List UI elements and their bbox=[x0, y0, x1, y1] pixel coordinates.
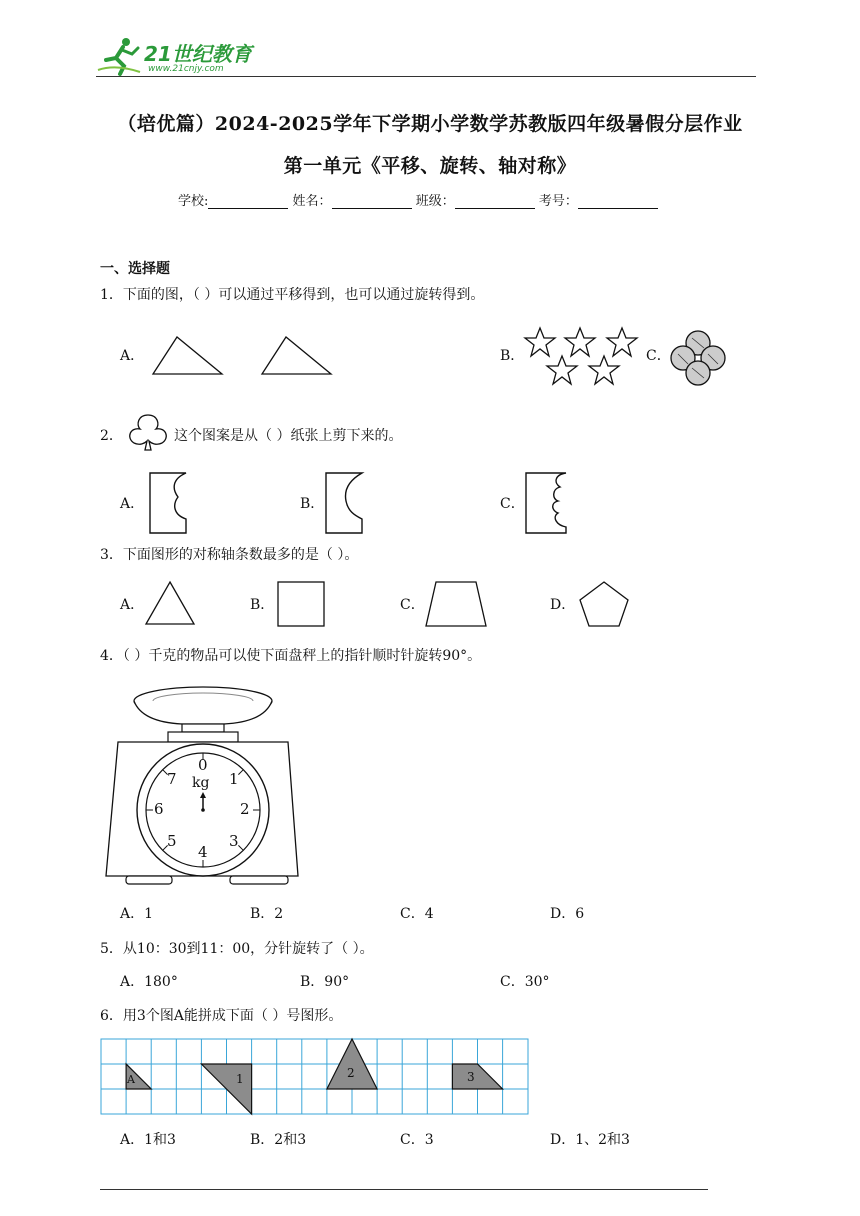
q3-option-d[interactable]: D． bbox=[550, 597, 576, 613]
section-title: 一、选择题 bbox=[100, 261, 170, 277]
q6-option-d[interactable]: D．1、2和3 bbox=[550, 1132, 630, 1148]
logo-name: 21世纪教育 bbox=[144, 42, 252, 66]
question-3: 3．下面图形的对称轴条数最多的是（ ）。 bbox=[100, 547, 359, 563]
dial-label-4: 4 bbox=[198, 843, 208, 861]
q1-option-c[interactable]: C． bbox=[646, 348, 671, 364]
club-cutout-icon bbox=[122, 412, 174, 458]
q6-option-a[interactable]: A．1和3 bbox=[120, 1132, 176, 1148]
q3-triangle bbox=[144, 580, 196, 626]
q3-option-a[interactable]: A． bbox=[120, 597, 145, 613]
q2-paper-c bbox=[524, 471, 570, 535]
scale-unit: kg bbox=[192, 775, 210, 791]
q3-pentagon bbox=[578, 580, 630, 628]
page-title: （培优篇）2024-2025学年下学期小学数学苏教版四年级暑假分层作业 bbox=[117, 113, 743, 135]
q1-triangle-pair bbox=[150, 332, 350, 382]
school-field[interactable] bbox=[208, 194, 288, 209]
question-4: 4．（ ）千克的物品可以使下面盘秤上的指针顺时针旋转90°。 bbox=[100, 648, 482, 664]
question-2: 这个图案是从（ ）纸张上剪下来的。 bbox=[174, 428, 403, 444]
student-info bbox=[178, 190, 658, 209]
dial-label-0: 0 bbox=[198, 756, 208, 774]
q1-stars bbox=[522, 326, 642, 386]
header-rule bbox=[96, 76, 756, 77]
q3-option-b[interactable]: B． bbox=[250, 597, 275, 613]
dial-label-6: 6 bbox=[154, 800, 164, 818]
four-leaf-clover-icon bbox=[668, 328, 728, 388]
dial-label-3: 3 bbox=[229, 832, 239, 850]
dial-label-1: 1 bbox=[229, 770, 239, 788]
runner-icon bbox=[96, 36, 142, 76]
grid-label-3: 3 bbox=[467, 1070, 475, 1084]
q1-option-a[interactable]: A． bbox=[120, 348, 145, 364]
exam-no-field[interactable] bbox=[578, 194, 658, 209]
page-subtitle: 第一单元《平移、旋转、轴对称》 bbox=[283, 155, 577, 177]
q2-option-b[interactable]: B． bbox=[300, 496, 325, 512]
question-5: 5．从10：30到11：00，分针旋转了（ ）。 bbox=[100, 941, 374, 957]
q1-option-b[interactable]: B． bbox=[500, 348, 525, 364]
q2-option-a[interactable]: A． bbox=[120, 496, 145, 512]
q5-option-a[interactable]: A．180° bbox=[120, 974, 178, 990]
grid-label-a: A bbox=[127, 1073, 135, 1086]
q3-trapezoid bbox=[424, 580, 488, 628]
class-field[interactable] bbox=[455, 194, 535, 209]
q4-option-a[interactable]: A．1 bbox=[120, 906, 154, 922]
school-label: 学校: bbox=[178, 194, 209, 209]
q6-option-c[interactable]: C．3 bbox=[400, 1132, 434, 1148]
q3-option-c[interactable]: C． bbox=[400, 597, 425, 613]
class-label: 班级： bbox=[415, 194, 455, 209]
exam-no-label: 考号： bbox=[538, 194, 578, 209]
footer-rule bbox=[100, 1189, 708, 1190]
q5-option-c[interactable]: C．30° bbox=[500, 974, 550, 990]
name-field[interactable] bbox=[332, 194, 412, 209]
logo-url: www.21cnjy.com bbox=[148, 64, 224, 74]
dial-label-7: 7 bbox=[167, 770, 177, 788]
q4-option-c[interactable]: C．4 bbox=[400, 906, 434, 922]
q4-option-d[interactable]: D．6 bbox=[550, 906, 585, 922]
q2-paper-a bbox=[148, 471, 190, 535]
dial-label-2: 2 bbox=[240, 800, 250, 818]
logo bbox=[96, 36, 266, 78]
q5-option-b[interactable]: B．90° bbox=[300, 974, 350, 990]
dial-label-5: 5 bbox=[167, 832, 177, 850]
q6-option-b[interactable]: B．2和3 bbox=[250, 1132, 307, 1148]
question-1: 1．下面的图，（ ）可以通过平移得到，也可以通过旋转得到。 bbox=[100, 287, 485, 303]
q3-square bbox=[276, 580, 326, 628]
q2-option-c[interactable]: C． bbox=[500, 496, 525, 512]
q4-option-b[interactable]: B．2 bbox=[250, 906, 284, 922]
grid-label-1: 1 bbox=[236, 1072, 244, 1086]
grid-label-2: 2 bbox=[347, 1066, 355, 1080]
q2-paper-b bbox=[324, 471, 366, 535]
question-2-number: 2． bbox=[100, 428, 123, 444]
question-6: 6．用3个图A能拼成下面（ ）号图形。 bbox=[100, 1008, 343, 1024]
name-label: 姓名： bbox=[292, 194, 332, 209]
